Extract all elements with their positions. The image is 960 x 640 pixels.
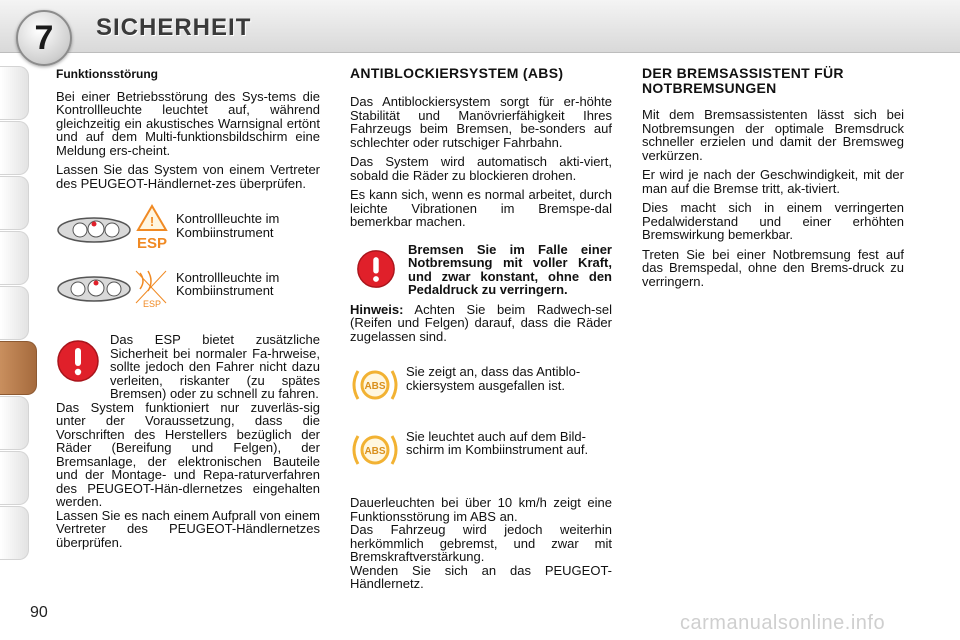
paragraph: Er wird je nach der Geschwindigkeit, mit der man auf die Bremse tritt, ak-tiviert. (642, 167, 904, 196)
footer-watermark: carmanualsonline.info (680, 612, 886, 634)
chapter-tabs (0, 66, 36, 561)
indicator-caption: Kontrollleuchte im Kombiinstrument (176, 269, 280, 298)
paragraph: Treten Sie bei einer Notbremsung fest auf das Bremspedal, ohne den Brems-druck zu verringern. (642, 246, 904, 289)
section-heading-abs: ANTIBLOCKIERSYSTEM (ABS) (350, 65, 564, 81)
paragraph: Dies macht sich in einem verringerten Pedalwiderstand und einer erhöhten Bremswirkung bemerkbar. (642, 200, 904, 242)
chapter-title: SICHERHEIT (96, 14, 252, 41)
chapter-tab[interactable] (0, 286, 29, 340)
hint-paragraph (350, 303, 612, 344)
abs-indicator-row (350, 428, 612, 471)
chapter-header (0, 0, 960, 57)
paragraph: Das Antiblockiersystem sorgt für er-höhte Stabilität und Manövrierfähigkeit Ihres Fahrzeugs beim Bremsen, be-sonders auf schlechter oder rutschiger Fahrbahn. (350, 94, 612, 150)
section-heading-brake-assist: DER BREMSASSISTENT FÜR NOTBREMSUNGEN (642, 65, 844, 96)
esp-indicator-row (56, 267, 320, 316)
paragraph: Bei einer Betriebsstörung des Sys-tems die Kontrollleuchte leuchtet auf, während gleichzeitig ein akustisches Warnsignal ertönt und auf dem Multi-funktionsbildschirm eine Meldung ers-cheint. (56, 88, 320, 158)
esp-label: ESP (136, 235, 168, 250)
indicator-caption: Kontrollleuchte im Kombiinstrument (176, 211, 280, 240)
abs-warning-icon (350, 367, 400, 406)
chapter-tab[interactable] (0, 231, 29, 285)
abs-warning-icon (350, 432, 400, 471)
paragraph: Das ESP bietet zusätzliche Sicherheit bei normaler Fa-hrweise, sollte jedoch den Fahrer nicht dazu verleiten, riskanter (zu spätes Bremsen) oder zu schnell zu fahren. (110, 332, 320, 401)
column-abs (350, 64, 612, 597)
paragraph: Dauerleuchten bei über 10 km/h zeigt eine Funktionsstörung im ABS an. (350, 495, 612, 524)
chapter-number-badge: 7 (16, 10, 72, 66)
abs-indicator-row (350, 363, 612, 406)
chapter-tab-active[interactable] (0, 341, 37, 395)
paragraph: Mit dem Bremsassistenten lässt sich bei Notbremsungen der optimale Bremsdruck schneller erzielen und damit der Bremsweg verkürzen. (642, 107, 904, 163)
chapter-tab[interactable] (0, 396, 29, 450)
chapter-tab[interactable] (0, 66, 29, 120)
warning-exclamation-icon (356, 249, 396, 292)
hint-label: Hinweis: (350, 301, 404, 317)
hint-text: Achten Sie beim Radwech-sel (Reifen und Felgen) darauf, dass die Räder zugelassen sind. (350, 301, 612, 344)
chapter-tab[interactable] (0, 176, 29, 230)
chapter-tab[interactable] (0, 451, 29, 505)
paragraph: Wenden Sie sich an das PEUGEOT-Händlernetz. (350, 562, 612, 591)
esp-indicator-row (56, 204, 320, 253)
page-number: 90 (30, 604, 48, 621)
paragraph: Lassen Sie das System von einem Vertreter des PEUGEOT-Händlernet-zes überprüfen. (56, 162, 320, 191)
chapter-tab[interactable] (0, 506, 29, 560)
warning-exclamation-icon (56, 339, 100, 386)
section-heading-malfunction: Funktionsstörung (56, 67, 158, 81)
svg-text:!: ! (149, 214, 155, 229)
chapter-tab[interactable] (0, 121, 29, 175)
indicator-caption: Sie leuchtet auch auf dem Bild-schirm im Kombiinstrument auf. (406, 428, 589, 457)
paragraph: Das System wird automatisch akti-viert, sobald die Räder zu blockieren drohen. (350, 154, 612, 183)
paragraph: Das System funktioniert nur zuverläs-sig unter der Voraussetzung, dass die Vorschriften des Herstellers bezüglich der Räder (Bereifung und Felgen), der Bremsanlage, der elektronischen Bauteile und der Montage- und Repa-raturverfahren des PEUGEOT-Hän-dlernetzes eingehalten werden. (56, 399, 320, 509)
emergency-brake-warning: Bremsen Sie im Falle einer Notbremsung mit voller Kraft, und zwar konstant, ohne den Pedaldruck zu verringern. (408, 241, 612, 297)
esp-note (56, 333, 320, 549)
indicator-caption: Sie zeigt an, dass das Antiblo-ckiersystem ausgefallen ist. (406, 364, 581, 393)
paragraph: Das Fahrzeug wird jedoch weiterhin herkömmlich gebremst, und zwar mit Bremskraftverstärkung. (350, 522, 612, 564)
column-esp (56, 64, 320, 555)
abs-label: ABS (364, 381, 386, 392)
abs-warning-row (350, 243, 612, 297)
esp-label: ESP (142, 298, 162, 309)
instrument-cluster-esp-icon (56, 204, 168, 253)
abs-label: ABS (364, 445, 386, 457)
paragraph: Es kann sich, wenn es normal arbeitet, durch leichte Vibrationen im Bremspe-dal bemerkbar machen. (350, 187, 612, 229)
column-brake-assist (642, 64, 904, 294)
paragraph: Lassen Sie es nach einem Aufprall von einem Vertreter des PEUGEOT-Händlernetzes überprüfen. (56, 507, 320, 550)
instrument-cluster-esp-off-icon (56, 267, 168, 316)
